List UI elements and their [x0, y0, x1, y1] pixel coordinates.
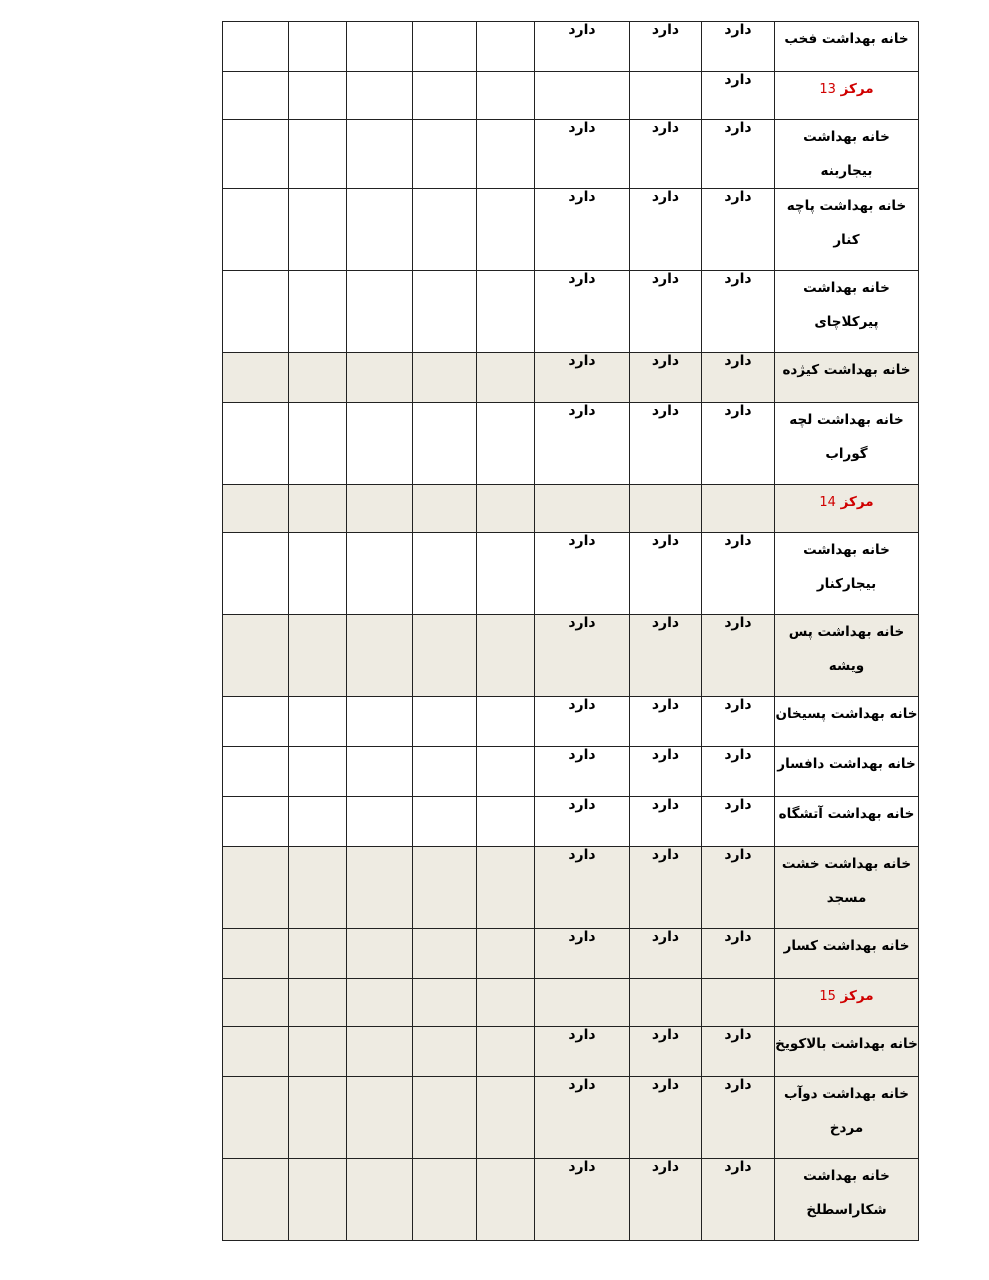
empty-cell	[347, 353, 413, 403]
table-row	[223, 403, 919, 485]
status-value: دارد	[724, 847, 752, 863]
empty-cell	[347, 1077, 413, 1159]
empty-cell	[413, 847, 477, 929]
house-name-cell	[775, 120, 919, 189]
status-value: دارد	[568, 697, 596, 713]
status-cell	[535, 271, 630, 353]
empty-cell	[347, 271, 413, 353]
empty-cell	[347, 929, 413, 979]
empty-cell	[223, 353, 289, 403]
status-value: دارد	[724, 615, 752, 631]
status-cell	[535, 929, 630, 979]
empty-cell	[477, 22, 535, 72]
house-name-cell	[775, 189, 919, 271]
status-value: دارد	[724, 271, 752, 287]
house-name-line: خانه بهداشت	[803, 1168, 890, 1184]
empty-cell	[413, 1027, 477, 1077]
empty-cell	[413, 929, 477, 979]
health-houses-table	[222, 21, 919, 1241]
status-cell	[535, 403, 630, 485]
status-value: دارد	[651, 120, 680, 136]
empty-cell	[347, 847, 413, 929]
status-value: دارد	[568, 120, 596, 136]
house-name-cell	[775, 1077, 919, 1159]
status-cell	[702, 847, 775, 929]
status-cell	[630, 747, 702, 797]
status-cell	[630, 485, 702, 533]
status-cell	[702, 485, 775, 533]
table-row	[223, 847, 919, 929]
status-value: دارد	[724, 747, 752, 763]
empty-cell	[413, 697, 477, 747]
house-name-cell	[775, 697, 919, 747]
empty-cell	[289, 120, 347, 189]
house-name-cell	[775, 797, 919, 847]
house-name-cell	[775, 929, 919, 979]
status-value: دارد	[568, 533, 596, 549]
empty-cell	[289, 1077, 347, 1159]
status-value: دارد	[724, 1027, 752, 1043]
table-row	[223, 120, 919, 189]
status-value: دارد	[724, 120, 752, 136]
center-label: مرکز	[840, 988, 874, 1004]
empty-cell	[223, 847, 289, 929]
empty-cell	[413, 1159, 477, 1241]
empty-cell	[223, 72, 289, 120]
empty-cell	[413, 1077, 477, 1159]
empty-cell	[477, 847, 535, 929]
empty-cell	[347, 747, 413, 797]
status-cell	[702, 22, 775, 72]
empty-cell	[289, 485, 347, 533]
table-row	[223, 533, 919, 615]
table-row	[223, 22, 919, 72]
status-cell	[535, 485, 630, 533]
empty-cell	[347, 72, 413, 120]
table-row	[223, 615, 919, 697]
status-value: دارد	[651, 929, 680, 945]
empty-cell	[223, 1077, 289, 1159]
status-cell	[630, 847, 702, 929]
center-row	[223, 979, 919, 1027]
status-cell	[630, 403, 702, 485]
empty-cell	[413, 271, 477, 353]
status-cell	[702, 353, 775, 403]
empty-cell	[477, 615, 535, 697]
status-value: دارد	[651, 1159, 680, 1175]
empty-cell	[347, 1027, 413, 1077]
empty-cell	[347, 403, 413, 485]
house-name-line: شکاراسطلخ	[806, 1202, 887, 1218]
center-number: 14	[819, 495, 836, 510]
status-value: دارد	[568, 271, 596, 287]
empty-cell	[289, 1159, 347, 1241]
empty-cell	[477, 533, 535, 615]
status-cell	[702, 747, 775, 797]
center-number: 15	[819, 989, 836, 1004]
house-name-line: خانه بهداشت کسار	[783, 938, 910, 954]
house-name-cell	[775, 747, 919, 797]
house-name-line: بیجارکنار	[816, 576, 877, 592]
status-value: دارد	[568, 929, 596, 945]
status-value: دارد	[651, 797, 680, 813]
status-cell	[630, 1027, 702, 1077]
status-cell	[535, 72, 630, 120]
house-name-cell	[775, 22, 919, 72]
status-cell	[535, 1027, 630, 1077]
house-name-line: خانه بهداشت کیژده	[782, 362, 911, 378]
empty-cell	[289, 353, 347, 403]
empty-cell	[413, 403, 477, 485]
status-cell	[630, 615, 702, 697]
status-cell	[702, 189, 775, 271]
empty-cell	[477, 485, 535, 533]
empty-cell	[223, 929, 289, 979]
status-cell	[630, 72, 702, 120]
center-label: مرکز	[840, 494, 874, 510]
table-body	[223, 22, 919, 1241]
empty-cell	[223, 615, 289, 697]
table-row	[223, 747, 919, 797]
status-cell	[702, 533, 775, 615]
house-name-line: خانه بهداشت بیجاربنه	[803, 129, 890, 179]
table-row	[223, 1077, 919, 1159]
empty-cell	[413, 979, 477, 1027]
status-value: دارد	[651, 403, 680, 419]
table-row	[223, 797, 919, 847]
empty-cell	[289, 797, 347, 847]
status-cell	[535, 797, 630, 847]
center-name-cell	[775, 979, 919, 1027]
status-cell	[702, 1027, 775, 1077]
center-name-cell	[775, 485, 919, 533]
empty-cell	[477, 747, 535, 797]
status-cell	[535, 697, 630, 747]
empty-cell	[477, 1027, 535, 1077]
status-cell	[630, 353, 702, 403]
house-name-line: خانه بهداشت خشت	[781, 856, 912, 872]
empty-cell	[289, 847, 347, 929]
status-cell	[702, 929, 775, 979]
house-name-cell	[775, 615, 919, 697]
house-name-line: ویشه	[828, 658, 865, 674]
empty-cell	[413, 533, 477, 615]
house-name-line: خانه بهداشت پسیخان	[775, 706, 918, 722]
empty-cell	[223, 403, 289, 485]
table-row	[223, 1159, 919, 1241]
status-cell	[535, 1159, 630, 1241]
status-cell	[630, 120, 702, 189]
status-cell	[702, 120, 775, 189]
status-cell	[535, 189, 630, 271]
table-row	[223, 353, 919, 403]
status-value: دارد	[724, 189, 752, 205]
table-row	[223, 271, 919, 353]
empty-cell	[289, 533, 347, 615]
house-name-line: گوراب	[825, 446, 868, 462]
empty-cell	[477, 697, 535, 747]
empty-cell	[289, 189, 347, 271]
status-cell	[535, 615, 630, 697]
status-value: دارد	[724, 353, 752, 369]
status-value: دارد	[724, 697, 752, 713]
empty-cell	[477, 797, 535, 847]
empty-cell	[347, 120, 413, 189]
status-value: دارد	[651, 615, 680, 631]
house-name-line: مسجد	[826, 890, 867, 906]
status-cell	[535, 533, 630, 615]
empty-cell	[347, 979, 413, 1027]
empty-cell	[289, 271, 347, 353]
empty-cell	[477, 353, 535, 403]
empty-cell	[477, 929, 535, 979]
house-name-line: خانه بهداشت	[803, 542, 890, 558]
status-cell	[630, 979, 702, 1027]
status-value: دارد	[651, 1027, 680, 1043]
house-name-line: کنار	[833, 232, 860, 248]
status-cell	[702, 271, 775, 353]
status-value: دارد	[724, 1077, 752, 1093]
status-cell	[535, 747, 630, 797]
empty-cell	[223, 22, 289, 72]
status-value: دارد	[568, 747, 596, 763]
status-value: دارد	[724, 72, 752, 88]
empty-cell	[289, 22, 347, 72]
status-cell	[630, 797, 702, 847]
empty-cell	[223, 697, 289, 747]
empty-cell	[413, 120, 477, 189]
status-value: دارد	[568, 847, 596, 863]
empty-cell	[289, 747, 347, 797]
house-name-line: خانه بهداشت	[803, 280, 890, 296]
status-cell	[702, 403, 775, 485]
center-number: 13	[819, 82, 836, 97]
center-name-cell	[775, 72, 919, 120]
status-value: دارد	[568, 189, 596, 205]
status-value: دارد	[568, 22, 596, 38]
empty-cell	[223, 533, 289, 615]
empty-cell	[477, 189, 535, 271]
empty-cell	[413, 22, 477, 72]
empty-cell	[347, 797, 413, 847]
empty-cell	[477, 72, 535, 120]
house-name-line: خانه بهداشت بالاکویخ	[775, 1036, 918, 1052]
status-cell	[630, 22, 702, 72]
empty-cell	[347, 189, 413, 271]
empty-cell	[289, 929, 347, 979]
status-value: دارد	[724, 533, 752, 549]
empty-cell	[413, 615, 477, 697]
status-cell	[702, 697, 775, 747]
status-cell	[535, 353, 630, 403]
table-row	[223, 929, 919, 979]
status-value: دارد	[568, 403, 596, 419]
house-name-line: خانه بهداشت پاچه	[786, 198, 907, 214]
status-cell	[702, 72, 775, 120]
empty-cell	[477, 1159, 535, 1241]
house-name-line: خانه بهداشت لچه	[789, 412, 904, 428]
empty-cell	[347, 485, 413, 533]
empty-cell	[347, 22, 413, 72]
center-label: مرکز	[840, 81, 874, 97]
house-name-cell	[775, 1159, 919, 1241]
status-value: دارد	[651, 1077, 680, 1093]
status-cell	[535, 22, 630, 72]
status-value: دارد	[724, 929, 752, 945]
empty-cell	[289, 615, 347, 697]
empty-cell	[347, 533, 413, 615]
empty-cell	[413, 353, 477, 403]
status-value: دارد	[651, 847, 680, 863]
status-cell	[702, 1159, 775, 1241]
center-row	[223, 485, 919, 533]
empty-cell	[477, 1077, 535, 1159]
center-row	[223, 72, 919, 120]
status-value: دارد	[651, 697, 680, 713]
status-value: دارد	[651, 747, 680, 763]
status-cell	[702, 615, 775, 697]
empty-cell	[223, 189, 289, 271]
empty-cell	[347, 1159, 413, 1241]
empty-cell	[413, 747, 477, 797]
empty-cell	[289, 72, 347, 120]
house-name-cell	[775, 271, 919, 353]
empty-cell	[289, 697, 347, 747]
empty-cell	[223, 979, 289, 1027]
status-cell	[630, 189, 702, 271]
empty-cell	[223, 1159, 289, 1241]
house-name-line: خانه بهداشت فخب	[784, 31, 909, 47]
status-cell	[702, 1077, 775, 1159]
empty-cell	[223, 271, 289, 353]
house-name-cell	[775, 1027, 919, 1077]
status-value: دارد	[724, 403, 752, 419]
status-value: دارد	[724, 22, 752, 38]
empty-cell	[347, 615, 413, 697]
empty-cell	[413, 485, 477, 533]
status-cell	[702, 979, 775, 1027]
table-row	[223, 1027, 919, 1077]
empty-cell	[413, 797, 477, 847]
house-name-cell	[775, 533, 919, 615]
status-cell	[630, 929, 702, 979]
empty-cell	[289, 979, 347, 1027]
status-cell	[630, 697, 702, 747]
empty-cell	[289, 1027, 347, 1077]
empty-cell	[223, 120, 289, 189]
status-value: دارد	[724, 797, 752, 813]
empty-cell	[223, 485, 289, 533]
table-row	[223, 697, 919, 747]
status-cell	[702, 797, 775, 847]
empty-cell	[289, 403, 347, 485]
house-name-line: پیرکلاچای	[814, 314, 879, 330]
status-value: دارد	[568, 797, 596, 813]
status-value: دارد	[568, 353, 596, 369]
table-row	[223, 189, 919, 271]
status-cell	[535, 847, 630, 929]
empty-cell	[413, 72, 477, 120]
status-cell	[535, 120, 630, 189]
empty-cell	[477, 403, 535, 485]
status-cell	[535, 1077, 630, 1159]
status-value: دارد	[651, 22, 680, 38]
status-value: دارد	[651, 353, 680, 369]
status-cell	[535, 979, 630, 1027]
house-name-cell	[775, 403, 919, 485]
empty-cell	[223, 1027, 289, 1077]
status-cell	[630, 271, 702, 353]
house-name-line: خانه بهداشت دوآب	[784, 1086, 909, 1102]
status-value: دارد	[724, 1159, 752, 1175]
status-value: دارد	[568, 615, 596, 631]
house-name-line: مردخ	[829, 1120, 864, 1136]
empty-cell	[223, 797, 289, 847]
status-value: دارد	[568, 1027, 596, 1043]
empty-cell	[413, 189, 477, 271]
house-name-line: خانه بهداشت پس	[788, 624, 905, 640]
house-name-cell	[775, 847, 919, 929]
house-name-line: خانه بهداشت آتشگاه	[778, 806, 915, 822]
status-cell	[630, 533, 702, 615]
status-cell	[630, 1159, 702, 1241]
house-name-line: خانه بهداشت دافسار	[777, 756, 916, 772]
house-name-cell	[775, 353, 919, 403]
empty-cell	[477, 120, 535, 189]
status-cell	[630, 1077, 702, 1159]
status-value: دارد	[568, 1159, 596, 1175]
status-value: دارد	[651, 271, 680, 287]
status-value: دارد	[568, 1077, 596, 1093]
status-value: دارد	[651, 189, 680, 205]
empty-cell	[477, 979, 535, 1027]
empty-cell	[223, 747, 289, 797]
empty-cell	[347, 697, 413, 747]
status-value: دارد	[651, 533, 680, 549]
empty-cell	[477, 271, 535, 353]
